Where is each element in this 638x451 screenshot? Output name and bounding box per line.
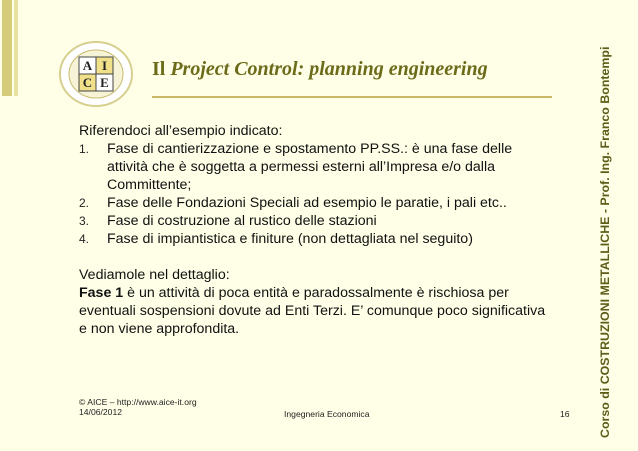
logo-letter-a: A: [82, 58, 93, 73]
list-item-number: 4.: [79, 232, 90, 246]
list-item: [79, 212, 549, 230]
footer-left: [79, 397, 197, 417]
slide-title: [152, 58, 562, 81]
spacer: [79, 248, 549, 266]
list-item-text: Fase delle Fondazioni Speciali ad esempio le paratie, i pali etc..: [107, 195, 507, 211]
page-number: 16: [560, 409, 570, 419]
title-lead: Il: [152, 58, 171, 80]
list-item-text: Fase di impiantistica e finiture (non dettagliata nel seguito): [107, 231, 473, 247]
logo-letter-e: E: [100, 75, 109, 90]
footer-copyright: © AICE – http://www.aice-it.org: [79, 397, 197, 407]
phase-list: [79, 140, 549, 248]
top-accent-stripe: [14, 0, 18, 96]
phase-label: Fase 1: [79, 285, 124, 301]
list-item-number: 3.: [79, 214, 90, 228]
slide-body: [79, 122, 549, 338]
title-underline: [152, 96, 552, 98]
intro-text: Riferendoci all’esempio indicato:: [79, 123, 283, 139]
footer-date: 14/06/2012: [79, 407, 123, 417]
detail-paragraph: [79, 284, 549, 338]
logo-letter-c: C: [82, 75, 93, 90]
phase-description: è un attività di poca entità e paradossalmente è rischiosa per eventuali sospensioni dovute ad Enti Terzi. E’ comunque poco significativa e non viene approfondita.: [79, 285, 546, 337]
list-item: [79, 140, 549, 194]
list-item-text: Fase di cantierizzazione e spostamento PP.SS.: è una fase delle attività che è soggetta a permessi esterni all’Impresa e/o dalla Committente;: [107, 141, 513, 193]
list-item-number: 1.: [79, 142, 90, 156]
footer-center: Ingegneria Economica: [284, 409, 370, 419]
list-item: [79, 194, 549, 212]
left-accent-bar: [2, 0, 12, 96]
detail-heading: Vediamole nel dettaglio:: [79, 267, 230, 283]
list-item: [79, 230, 549, 248]
list-item-text: Fase di costruzione al rustico delle stazioni: [107, 213, 377, 229]
aice-logo-icon: [58, 40, 134, 108]
logo-letter-i: I: [101, 58, 108, 73]
list-item-number: 2.: [79, 196, 90, 210]
course-side-label: Corso di COSTRUZIONI METALLICHE - Prof. Ing. Franco Bontempi: [598, 46, 612, 438]
title-rest: Project Control: planning engineering: [170, 58, 488, 80]
